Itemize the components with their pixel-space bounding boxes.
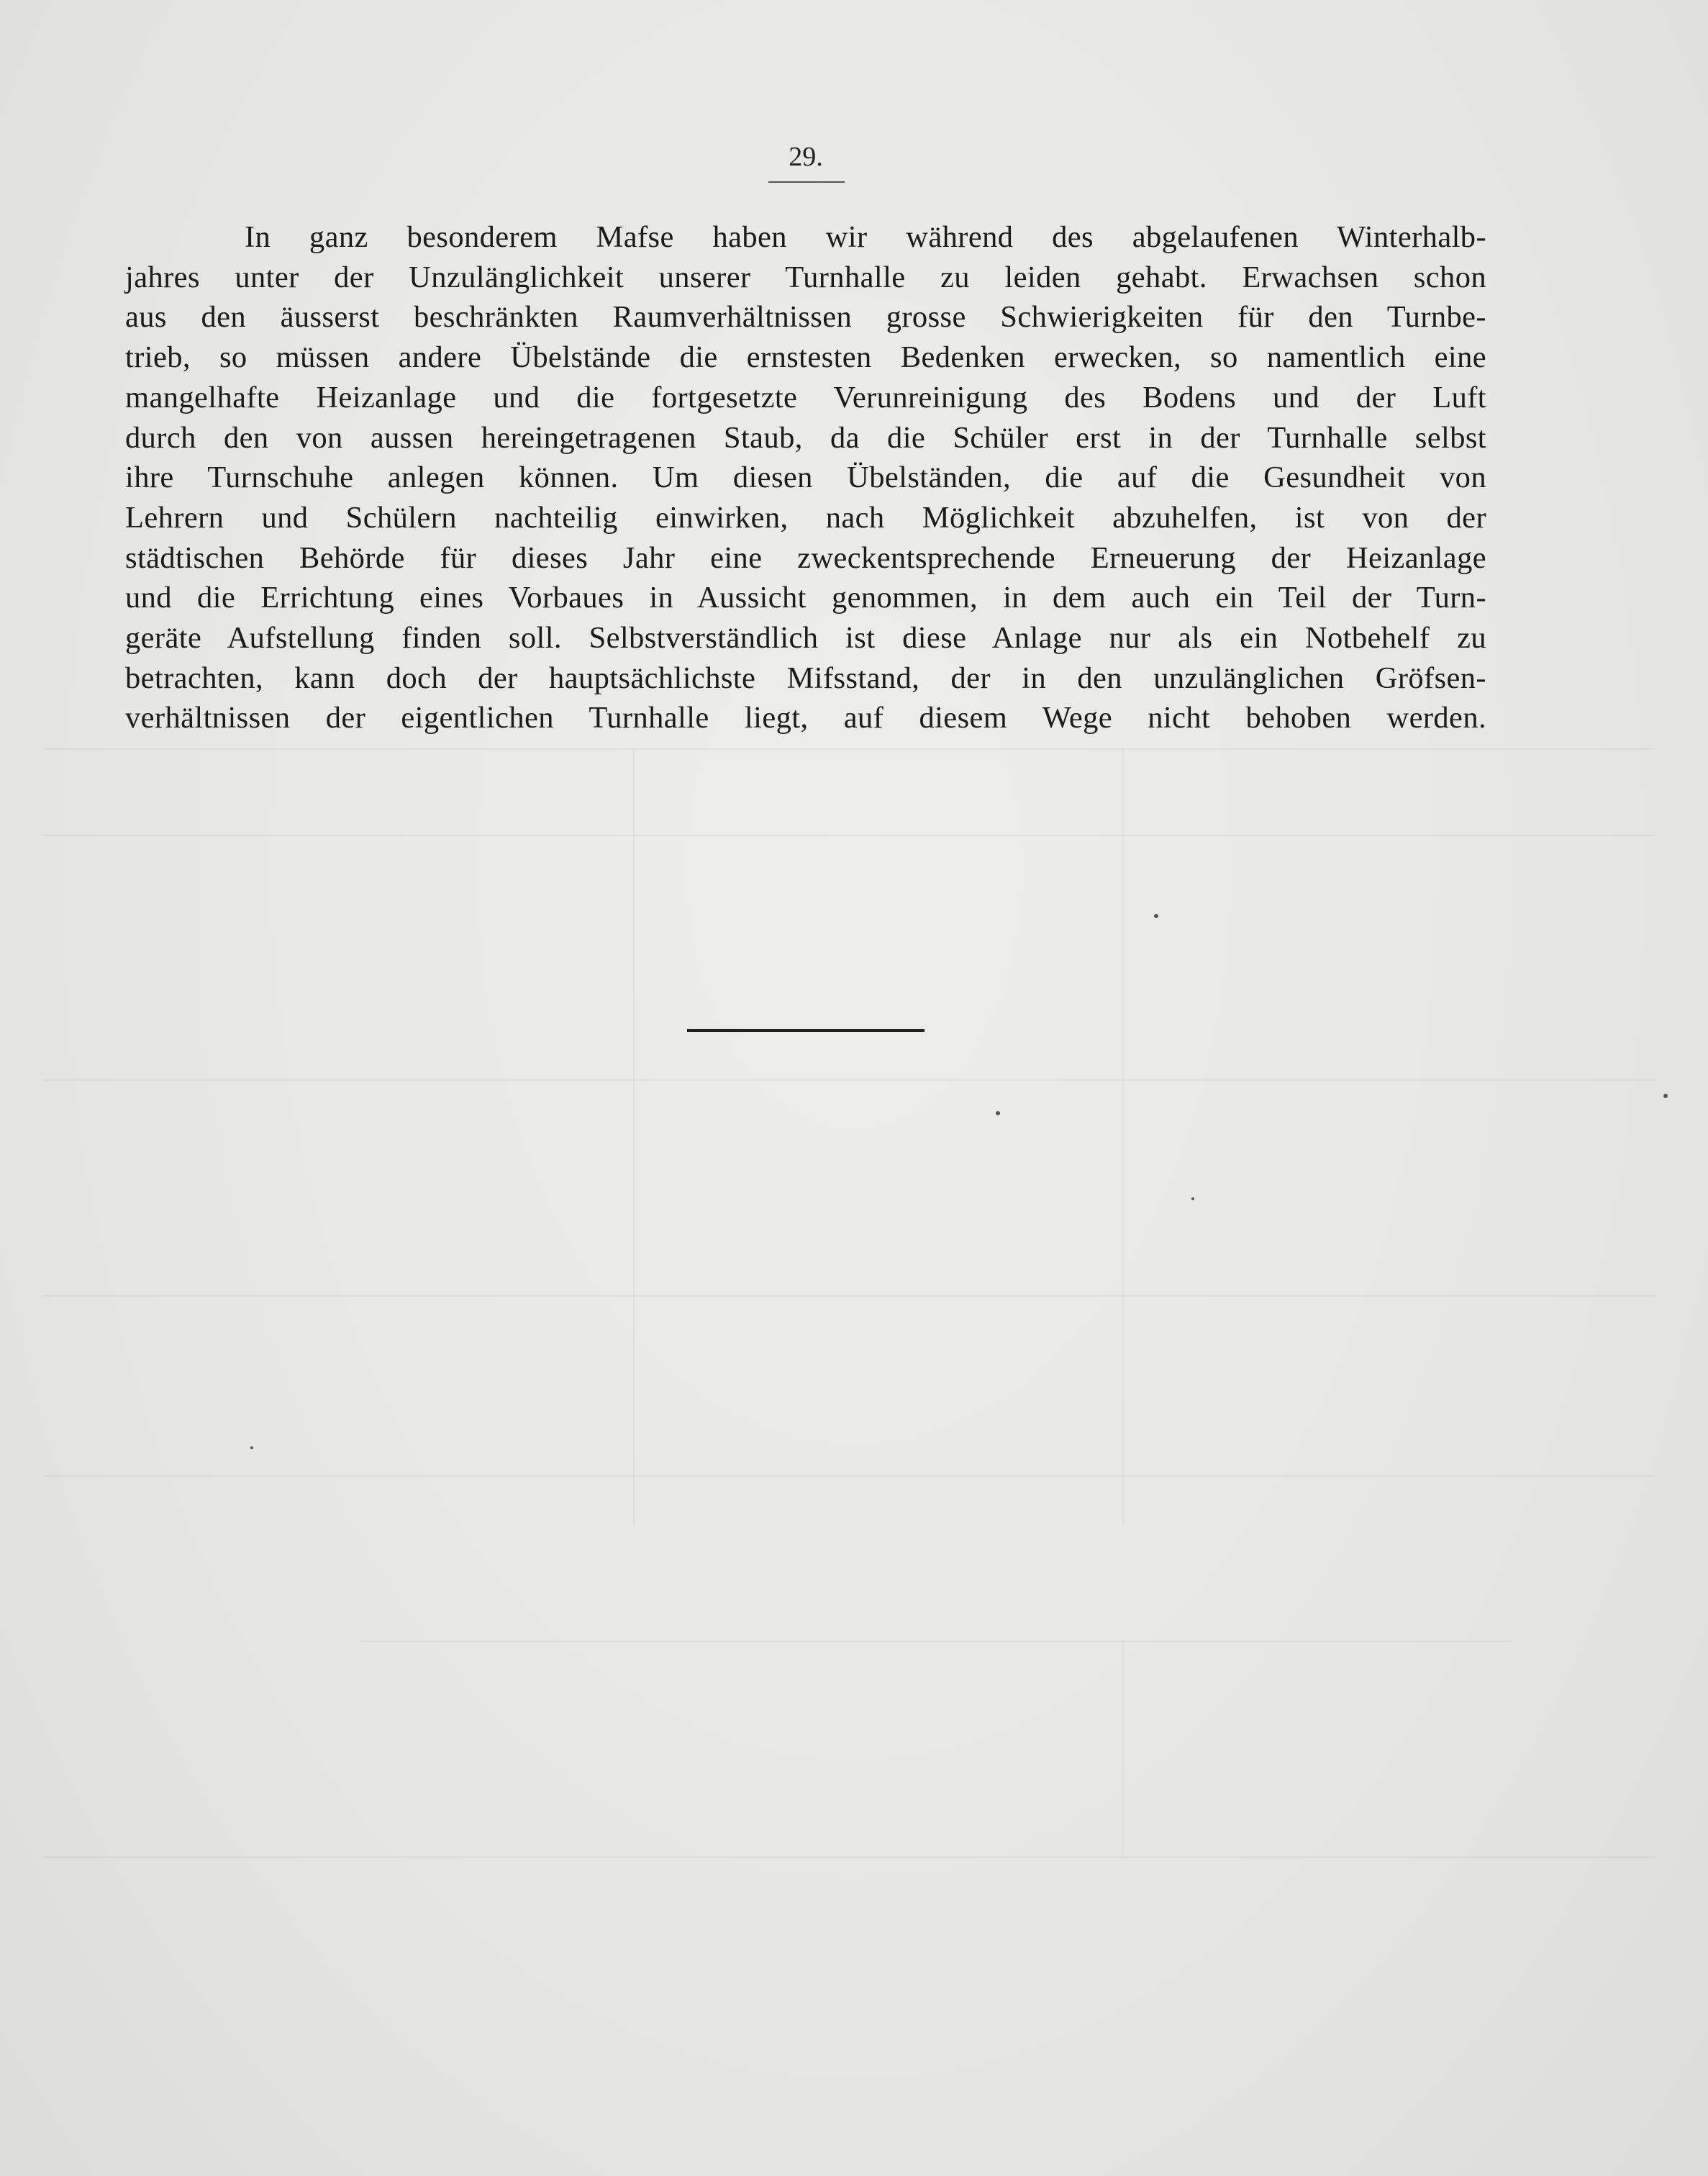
paragraph-line: jahres unter der Unzulänglichkeit unserer Turnhalle zu leiden gehabt. Erwachsen schon <box>125 260 1486 294</box>
paragraph-line: ihre Turnschuhe anlegen können. Um diesen Übelständen, die auf die Gesundheit von <box>125 461 1486 495</box>
page-number-underline <box>768 181 845 183</box>
paragraph-line: durch den von aussen hereingetragenen Staub, da die Schüler erst in der Turnhalle selbst <box>125 420 1486 455</box>
section-divider-rule <box>687 1029 925 1032</box>
paragraph-line: und die Errichtung eines Vorbaues in Aussicht genommen, in dem auch ein Teil der Turn- <box>125 581 1486 615</box>
paragraph-line: betrachten, kann doch der hauptsächlichste Mifsstand, der in den unzulänglichen Gröfsen- <box>125 661 1486 695</box>
paragraph-line: verhältnissen der eigentlichen Turnhalle liegt, auf diesem Wege nicht behoben werden. <box>125 701 1486 735</box>
paragraph-line: geräte Aufstellung finden soll. Selbstverständlich ist diese Anlage nur als ein Notbehelf zu <box>125 621 1486 656</box>
paragraph-line: Lehrern und Schülern nachteilig einwirken, nach Möglichkeit abzuhelfen, ist von der <box>125 500 1486 535</box>
page-number: 29. <box>789 142 823 172</box>
paragraph-line: trieb, so müssen andere Übelstände die ernstesten Bedenken erwecken, so namentlich eine <box>125 340 1486 375</box>
ink-speck <box>250 1446 253 1449</box>
paragraph-line: In ganz besonderem Mafse haben wir während des abgelaufenen Winterhalb- <box>245 220 1486 254</box>
ink-speck <box>1191 1197 1194 1200</box>
paragraph-line: aus den äusserst beschränkten Raumverhältnissen grosse Schwierigkeiten für den Turnbe- <box>125 300 1486 335</box>
paragraph-line: städtischen Behörde für dieses Jahr eine zweckentsprechende Erneuerung der Heizanlage <box>125 540 1486 575</box>
ink-speck <box>996 1111 1000 1115</box>
ink-speck <box>1663 1094 1668 1098</box>
paragraph-line: mangelhafte Heizanlage und die fortgesetzte Verunreinigung des Bodens und der Luft <box>125 380 1486 414</box>
ink-speck <box>1154 914 1158 918</box>
body-paragraph <box>125 217 1486 738</box>
